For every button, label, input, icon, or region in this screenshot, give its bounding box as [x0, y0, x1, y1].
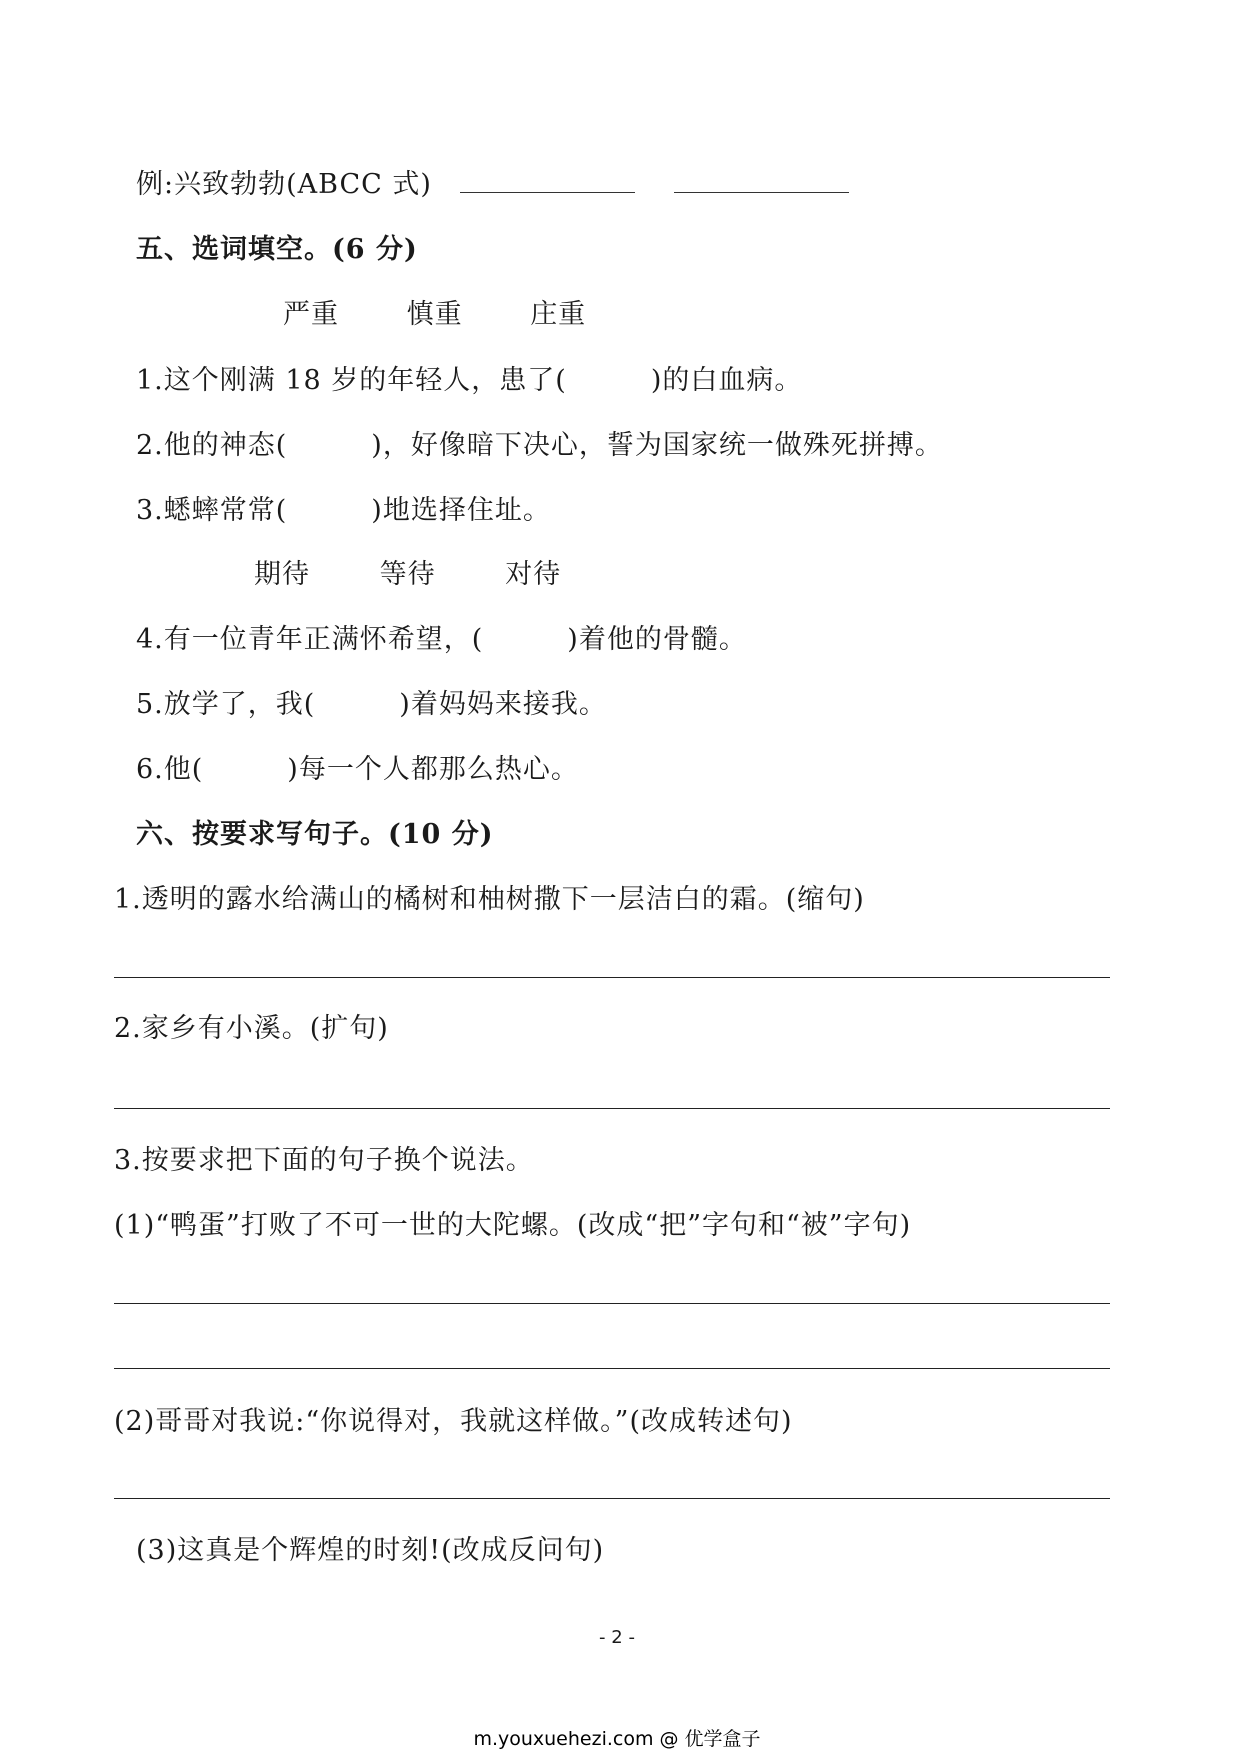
- question-1: 1.透明的露水给满山的橘树和柚树撒下一层洁白的霜。(缩句): [114, 884, 865, 915]
- fill-item-6: 6.他( )每一个人都那么热心。: [136, 754, 579, 785]
- word-option: 等待: [379, 559, 436, 590]
- answer-line[interactable]: [114, 977, 1110, 978]
- question-3-2: (2)哥哥对我说:“你说得对，我就这样做。”(改成转述句): [114, 1406, 793, 1437]
- fill-item-3: 3.蟋蟀常常( )地选择住址。: [136, 495, 551, 526]
- example-line: [136, 166, 849, 202]
- answer-blank-1[interactable]: [460, 166, 635, 193]
- word-option: 庄重: [530, 299, 587, 330]
- answer-line[interactable]: [114, 1303, 1110, 1304]
- section6-heading: 六、按要求写句子。(10 分): [136, 819, 494, 850]
- word-option: 期待: [254, 559, 310, 590]
- answer-line[interactable]: [114, 1368, 1110, 1369]
- word-option: 严重: [283, 299, 339, 330]
- answer-line[interactable]: [114, 1108, 1110, 1109]
- word-bank-1: [283, 298, 586, 332]
- word-bank-2: [254, 558, 561, 592]
- fill-item-4: 4.有一位青年正满怀希望，( )着他的骨髓。: [136, 624, 747, 655]
- word-option: 对待: [505, 559, 562, 590]
- example-text: 例:兴致勃勃(ABCC 式): [136, 169, 432, 200]
- fill-item-1: 1.这个刚满 18 岁的年轻人，患了( )的白血病。: [136, 365, 803, 396]
- fill-item-5: 5.放学了，我( )着妈妈来接我。: [136, 689, 607, 720]
- question-3-3: (3)这真是个辉煌的时刻!(改成反问句): [136, 1535, 605, 1566]
- question-3: 3.按要求把下面的句子换个说法。: [114, 1145, 534, 1176]
- answer-line[interactable]: [114, 1498, 1110, 1499]
- page-number: - 2 -: [599, 1627, 635, 1648]
- section5-heading: 五、选词填空。(6 分): [136, 234, 418, 265]
- fill-item-2: 2.他的神态( )，好像暗下决心，誓为国家统一做殊死拼搏。: [136, 430, 943, 461]
- question-3-1: (1)“鸭蛋”打败了不可一世的大陀螺。(改成“把”字句和“被”字句): [114, 1210, 912, 1241]
- answer-blank-2[interactable]: [674, 166, 849, 193]
- word-option: 慎重: [406, 299, 463, 330]
- footer-watermark: m.youxuehezi.com @ 优学盒子: [473, 1728, 761, 1750]
- question-2: 2.家乡有小溪。(扩句): [114, 1013, 389, 1044]
